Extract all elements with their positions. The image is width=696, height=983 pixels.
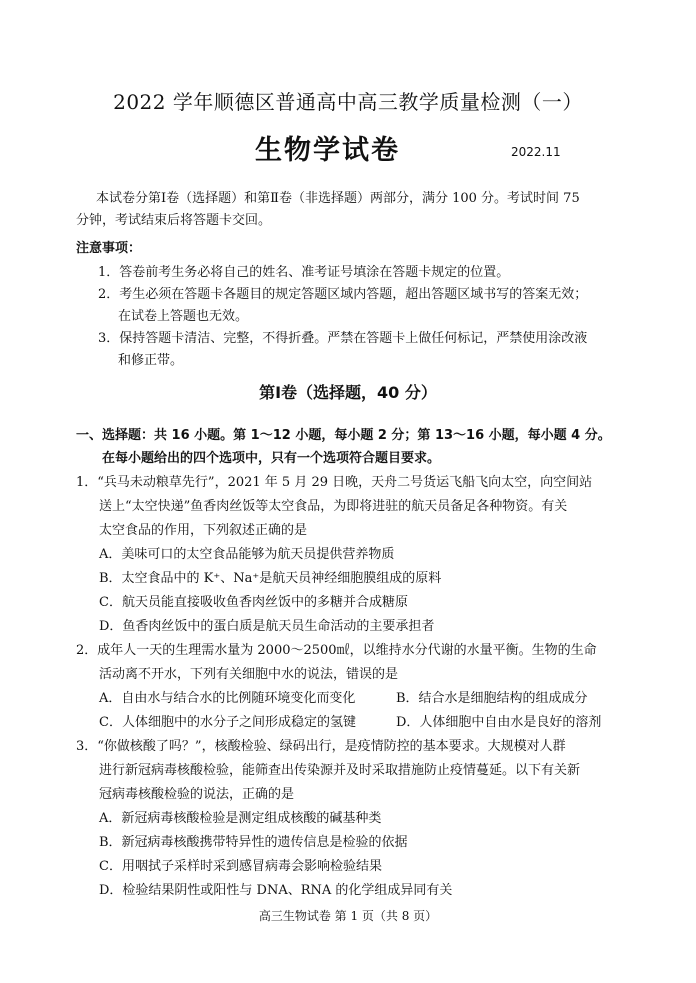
notice-item: 在试卷上答题也无效。 [118,309,249,324]
q3-stem: 进行新冠病毒核酸检验，能筛查出传染源并及时采取措施防止疫情蔓延。以下有关新 [99,763,581,778]
q3-option-b: B．新冠病毒核酸携带特异性的遗传信息是检验的依据 [99,835,408,850]
q3-option-d: D．检验结果阴性或阳性与 DNA、RNA 的化学组成异同有关 [99,883,453,898]
q1-stem: 送上“太空快递”鱼香肉丝饭等太空食品，为即将进驻的航天员备足各种物资。有关 [99,499,568,514]
q2-option-c: C．人体细胞中的水分子之间形成稳定的氢键 [99,715,356,730]
q2-option-d: D．人体细胞中自由水是良好的溶剂 [396,715,602,730]
q2-stem: 活动离不开水，下列有关细胞中水的说法，错误的是 [99,667,399,682]
notice-item: 1．答卷前考生务必将自己的姓名、准考证号填涂在答题卡规定的位置。 [98,265,510,280]
q3-stem: 3．“你做核酸了吗？”，核酸检验、绿码出行，是疫情防控的基本要求。大规模对人群 [76,739,566,754]
intro-line-2: 分钟，考试结束后将答题卡交回。 [76,213,272,228]
section-title: 第Ⅰ卷（选择题，40 分） [259,383,437,402]
notice-heading: 注意事项： [76,241,142,256]
q1-option-a: A．美味可口的太空食品能够为航天员提供营养物质 [99,547,395,562]
q3-option-c: C．用咽拭子采样时采到感冒病毒会影响检验结果 [99,859,382,874]
q1-option-c: C．航天员能直接吸收鱼香肉丝饭中的多糖并合成糖原 [99,595,408,610]
q2-option-a: A．自由水与结合水的比例随环境变化而变化 [99,691,356,706]
notice-item: 2．考生必须在答题卡各题目的规定答题区域内答题，超出答题区域书写的答案无效； [98,287,588,302]
q2-stem: 2．成年人一天的生理需水量为 2000～2500㎖，以维持水分代谢的水量平衡。生物的生命 [76,643,597,658]
q1-stem: 太空食品的作用，下列叙述正确的是 [99,523,308,538]
notice-item: 3．保持答题卡清洁、完整，不得折叠。严禁在答题卡上做任何标记，严禁使用涂改液 [98,331,588,346]
q3-stem: 冠病毒核酸检验的说法，正确的是 [99,787,295,802]
part1-instructions-line-2: 在每小题给出的四个选项中，只有一个选项符合题目要求。 [102,451,441,466]
exam-title: 2022 学年顺德区普通高中高三教学质量检测（一） [113,90,583,114]
part1-instructions-line-1: 一、选择题：共 16 小题。第 1～12 小题，每小题 2 分；第 13～16 小题，每小题 4 分。 [76,428,611,443]
page-footer: 高三生物试卷 第 1 页（共 8 页） [258,909,438,923]
q1-option-d: D．鱼香肉丝饭中的蛋白质是航天员生命活动的主要承担者 [99,619,435,634]
q1-option-b: B．太空食品中的 K⁺、Na⁺是航天员神经细胞膜组成的原料 [99,571,442,586]
subject-title: 生物学试卷 [255,135,400,166]
q1-stem: 1．“兵马未动粮草先行”，2021 年 5 月 29 日晚，天舟二号货运飞船飞向太空，向空间站 [76,475,593,490]
notice-item: 和修正带。 [118,353,184,368]
intro-line-1: 本试卷分第Ⅰ卷（选择题）和第Ⅱ卷（非选择题）两部分，满分 100 分。考试时间 75 [96,191,580,206]
q2-option-b: B．结合水是细胞结构的组成成分 [396,691,588,706]
q3-option-a: A．新冠病毒核酸检验是测定组成核酸的碱基种类 [99,811,382,826]
exam-date: 2022.11 [511,145,561,159]
